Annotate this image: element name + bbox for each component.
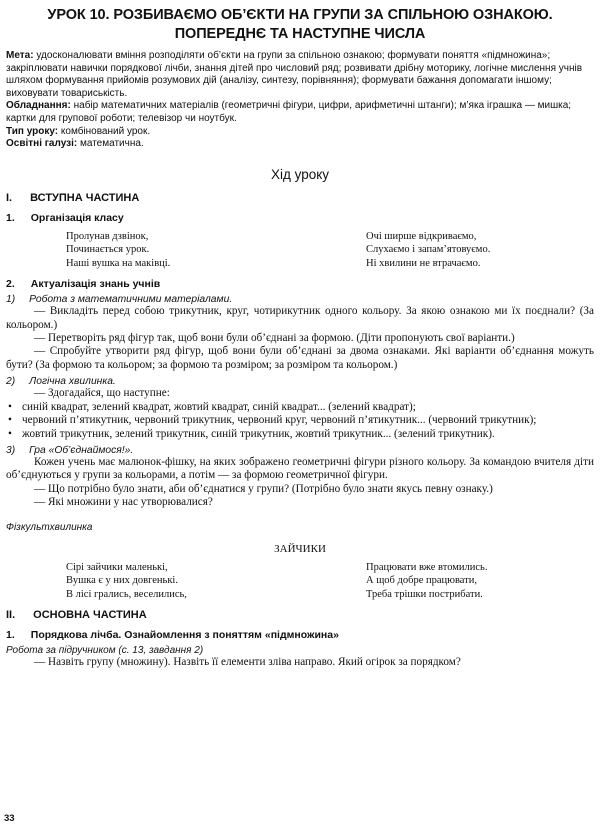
poem-line: А щоб добре працювати,	[366, 575, 478, 587]
section-number: I.	[6, 191, 13, 204]
bunnies-poem	[0, 561, 600, 602]
equipment-text: набір математичних матеріалів (геометричні фігури, цифри, арифметичні штанги); м’яка іграшка — мишка; картки для групової роботи; телевізор чи ноутбук.	[6, 100, 572, 124]
activity-2-text	[6, 387, 594, 441]
poem-line: Пролунав дзвінок,	[66, 230, 149, 242]
activity-number: 2)	[6, 376, 16, 388]
bullet-item: • синій квадрат, зелений квадрат, жовтий квадрат, синій квадрат... (зелений квадрат);	[6, 401, 594, 414]
paragraph: — Викладіть перед собою трикутник, круг, чотирикутник одного кольору. За якою ознакою ми їх поєднали? (За кольором.)	[6, 305, 594, 331]
section-label: ОСНОВНА ЧАСТИНА	[33, 609, 147, 622]
subsection-label: Актуалізація знань учнів	[30, 278, 161, 291]
poem-line: Сірі зайчики маленькі,	[66, 561, 168, 573]
poem-line: Очі ширше відкриваємо,	[366, 230, 477, 242]
main-part-text	[6, 656, 594, 669]
activity-label: Робота з математичними матеріалами.	[29, 294, 233, 306]
activity-1-text	[6, 305, 594, 372]
paragraph: Кожен учень має малюнок-фішку, на яких зображено геометричні фігури різного кольору. За командою вчителя діти об’єднуються у групи за кольорами, а потім — за формою геометричної фігури.	[6, 455, 594, 482]
activity-label: Логічна хвилинка.	[29, 376, 116, 388]
poem-left-column	[66, 561, 366, 602]
poem-left-column	[66, 230, 366, 271]
goal-label: Мета:	[6, 50, 34, 61]
page-number: 33	[4, 813, 15, 824]
meta-type	[6, 126, 594, 139]
subsection-label: Порядкова лічба. Ознайомлення з поняттям «підмножина»	[30, 629, 339, 642]
subsection-number: 1.	[6, 629, 15, 642]
subsection-label: Організація класу	[30, 211, 124, 224]
activity-3-text	[6, 456, 594, 510]
textbook-reference: Робота за підручником (с. 13, завдання 2)	[6, 645, 204, 657]
poem-line: Вушка є у них довгенькі.	[66, 575, 178, 587]
subsection-ordinal-count	[6, 629, 600, 641]
goal-text: удосконалювати вміння розподіляти об’єкти на групи за спільною ознакою; формувати поняття «підмножина»; закріплювати навички порядкової лічби, знання дітей про числовий ряд; розвивати дрібну моторику, логічне мислення учнів шляхом формування прийомів розумових дій (аналізу, синтезу, порівняння); формувати бажання допомагати іншому; виховувати товариськість.	[6, 50, 583, 99]
subsection-actualization	[6, 278, 600, 290]
poem-line: Починається урок.	[66, 244, 150, 256]
poem-right-column	[366, 230, 490, 271]
poem-line: Наші вушка на маківці.	[66, 257, 171, 269]
subsection-organization	[6, 212, 600, 224]
bullet-item: • жовтий трикутник, зелений трикутник, синій трикутник, жовтий трикутник... (зелений трикутник).	[6, 428, 594, 441]
paragraph: — Назвіть групу (множину). Назвіть її елементи зліва направо. Який огірок за порядком?	[34, 656, 461, 669]
equipment-label: Обладнання:	[6, 100, 71, 112]
activity-logic-minute	[6, 376, 600, 387]
greeting-poem	[0, 230, 600, 271]
section-label: ВСТУПНА ЧАСТИНА	[30, 191, 140, 204]
poem-title: ЗАЙЧИКИ	[274, 542, 326, 555]
meta-goal	[6, 50, 594, 100]
physical-minute-label: Фізкультхвилинка	[6, 521, 93, 533]
bullet-item: • червоний п’ятикутник, червоний трикутник, червоний круг, червоний п’ятикутник... (червоний трикутник);	[6, 414, 594, 427]
poem-right-column	[366, 561, 487, 602]
activity-number: 1)	[6, 294, 16, 306]
activity-math-materials	[6, 294, 600, 305]
section-number: II.	[6, 609, 16, 622]
subsection-number: 1.	[6, 211, 15, 224]
lesson-title	[8, 6, 592, 44]
type-text: комбінований урок.	[60, 125, 151, 137]
paragraph: — Що потрібно було знати, аби об’єднатися у групи? (Потрібно було знати якусь певну ознаку.)	[34, 482, 493, 495]
section-intro-heading	[6, 192, 600, 204]
type-label: Тип уроку:	[6, 125, 59, 137]
poem-line: В лісі грались, веселились,	[66, 588, 187, 600]
areas-label: Освітні галузі:	[6, 138, 78, 150]
title-line-1: УРОК 10. РОЗБИВАЄМО ОБ’ЄКТИ НА ГРУПИ ЗА СПІЛЬНОЮ ОЗНАКОЮ.	[47, 7, 553, 23]
activity-number: 3)	[6, 444, 16, 456]
poem-line: Працювати вже втомились.	[366, 561, 488, 573]
poem-line: Треба трішки пострибати.	[366, 588, 483, 600]
paragraph: — Які множини у нас утворювалися?	[34, 496, 213, 509]
poem-line: Ні хвилини не втрачаємо.	[366, 257, 481, 269]
poem-line: Слухаємо і запам’ятовуємо.	[366, 244, 491, 256]
activity-game	[6, 445, 600, 456]
lesson-flow-heading: Хід уроку	[270, 166, 330, 182]
meta-equipment	[6, 100, 594, 125]
paragraph: — Спробуйте утворити ряд фігур, щоб вони були об’єднані за двома ознаками. Які варіанти об’єднання можуть бути? (За формою та кольором; за формою та розміром; за розміром та кольором.)	[6, 345, 594, 371]
paragraph: — Здогадайся, що наступне:	[34, 387, 170, 400]
section-main-heading	[6, 609, 600, 621]
title-line-2: ПОПЕРЕДНЄ ТА НАСТУПНЕ ЧИСЛА	[174, 26, 426, 42]
subsection-number: 2.	[6, 278, 15, 291]
activity-label: Гра «Об’єднаймося!».	[29, 444, 134, 456]
paragraph: — Перетворіть ряд фігур так, щоб вони були об’єднані за формою. (Діти пропонують свої варіанти.)	[34, 332, 515, 345]
lesson-meta	[6, 50, 594, 151]
areas-text: математична.	[80, 138, 144, 150]
meta-areas	[6, 138, 594, 151]
